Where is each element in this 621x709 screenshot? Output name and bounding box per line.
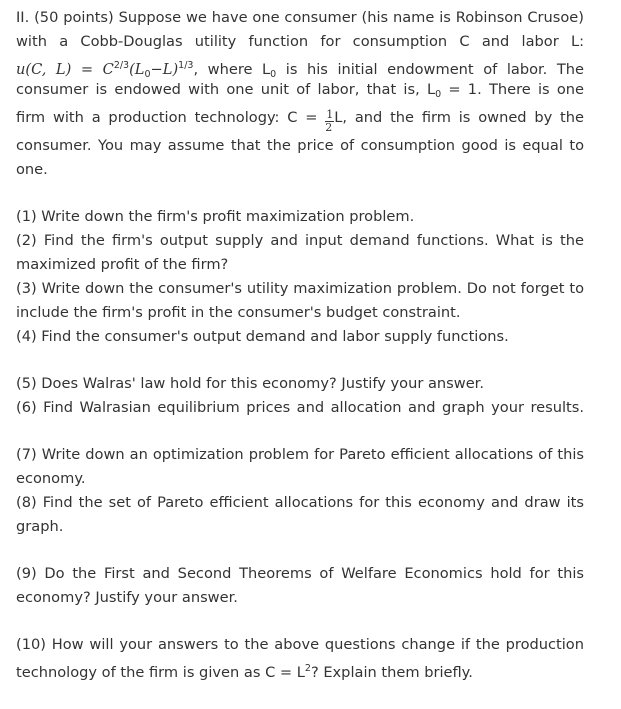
utility-function-lhs: u(C, L) = C [16, 61, 114, 78]
question-3-line-2: include the firm's profit in the consumer's budget constraint. [16, 304, 461, 321]
utility-text-1: , where L [193, 61, 271, 78]
question-9-line-1: (9) Do the First and Second Theorems of Welfare Economics hold for this [16, 565, 584, 582]
fraction-numerator: 1 [326, 108, 334, 121]
intro-line-2: with a Cobb-Douglas utility function for consumption C and labor L: [16, 33, 584, 50]
technology-fraction [325, 109, 334, 134]
question-4: (4) Find the consumer's output demand and labor supply functions. [16, 328, 509, 345]
question-3-line-1: (3) Write down the consumer's utility maximization problem. Do not forget to [16, 280, 584, 297]
question-5: (5) Does Walras' law hold for this economy? Justify your answer. [16, 375, 484, 392]
utility-exponent-2: 1/3 [178, 60, 194, 71]
question-2-line-1: (2) Find the firm's output supply and input demand functions. What is the [16, 232, 584, 249]
question-10-exponent: 2 [304, 663, 311, 674]
utility-subscript-1: 0 [144, 69, 151, 80]
question-10-line-1: (10) How will your answers to the above questions change if the production [16, 636, 584, 653]
utility-subscript-2: 0 [270, 69, 277, 80]
question-2-line-2: maximized profit of the firm? [16, 256, 229, 273]
question-1: (1) Write down the firm's profit maximization problem. [16, 208, 415, 225]
technology-text-a: firm with a production technology: C = [16, 109, 326, 126]
utility-text-2: is his initial endowment of labor. The [276, 61, 584, 78]
problem-document [16, 6, 584, 681]
intro-line-6: consumer. You may assume that the price of consumption good is equal to [16, 137, 584, 154]
question-10-text-b: ? Explain them briefly. [310, 664, 473, 681]
question-9-line-2: economy? Justify your answer. [16, 589, 238, 606]
technology-text-b: L, and the firm is owned by the [334, 109, 584, 126]
intro-line-7: one. [16, 161, 48, 178]
question-7-line-2: economy. [16, 470, 86, 487]
utility-exponent-1: 2/3 [113, 60, 130, 71]
question-10-line-2 [16, 657, 584, 681]
question-10-text-a: technology of the firm is given as C = L [16, 664, 305, 681]
intro-line-3-utility [16, 54, 584, 78]
intro-line-5-technology [16, 102, 584, 134]
utility-term-close: −L) [150, 61, 179, 78]
intro-line-1: II. (50 points) Suppose we have one consumer (his name is Robinson Crusoe) [16, 9, 584, 26]
question-8-line-2: graph. [16, 518, 64, 535]
question-7-line-1: (7) Write down an optimization problem for Pareto efficient allocations of this [16, 446, 584, 463]
endowment-text-a: consumer is endowed with one unit of labor, that is, L [16, 81, 436, 98]
question-8-line-1: (8) Find the set of Pareto efficient allocations for this economy and draw its [16, 494, 584, 511]
utility-term-open: (L [129, 61, 145, 78]
endowment-subscript: 0 [435, 89, 442, 100]
intro-line-4 [16, 78, 584, 102]
fraction-denominator: 2 [325, 121, 333, 134]
question-6: (6) Find Walrasian equilibrium prices and allocation and graph your results. [16, 399, 584, 416]
endowment-text-b: = 1. There is one [441, 81, 584, 98]
